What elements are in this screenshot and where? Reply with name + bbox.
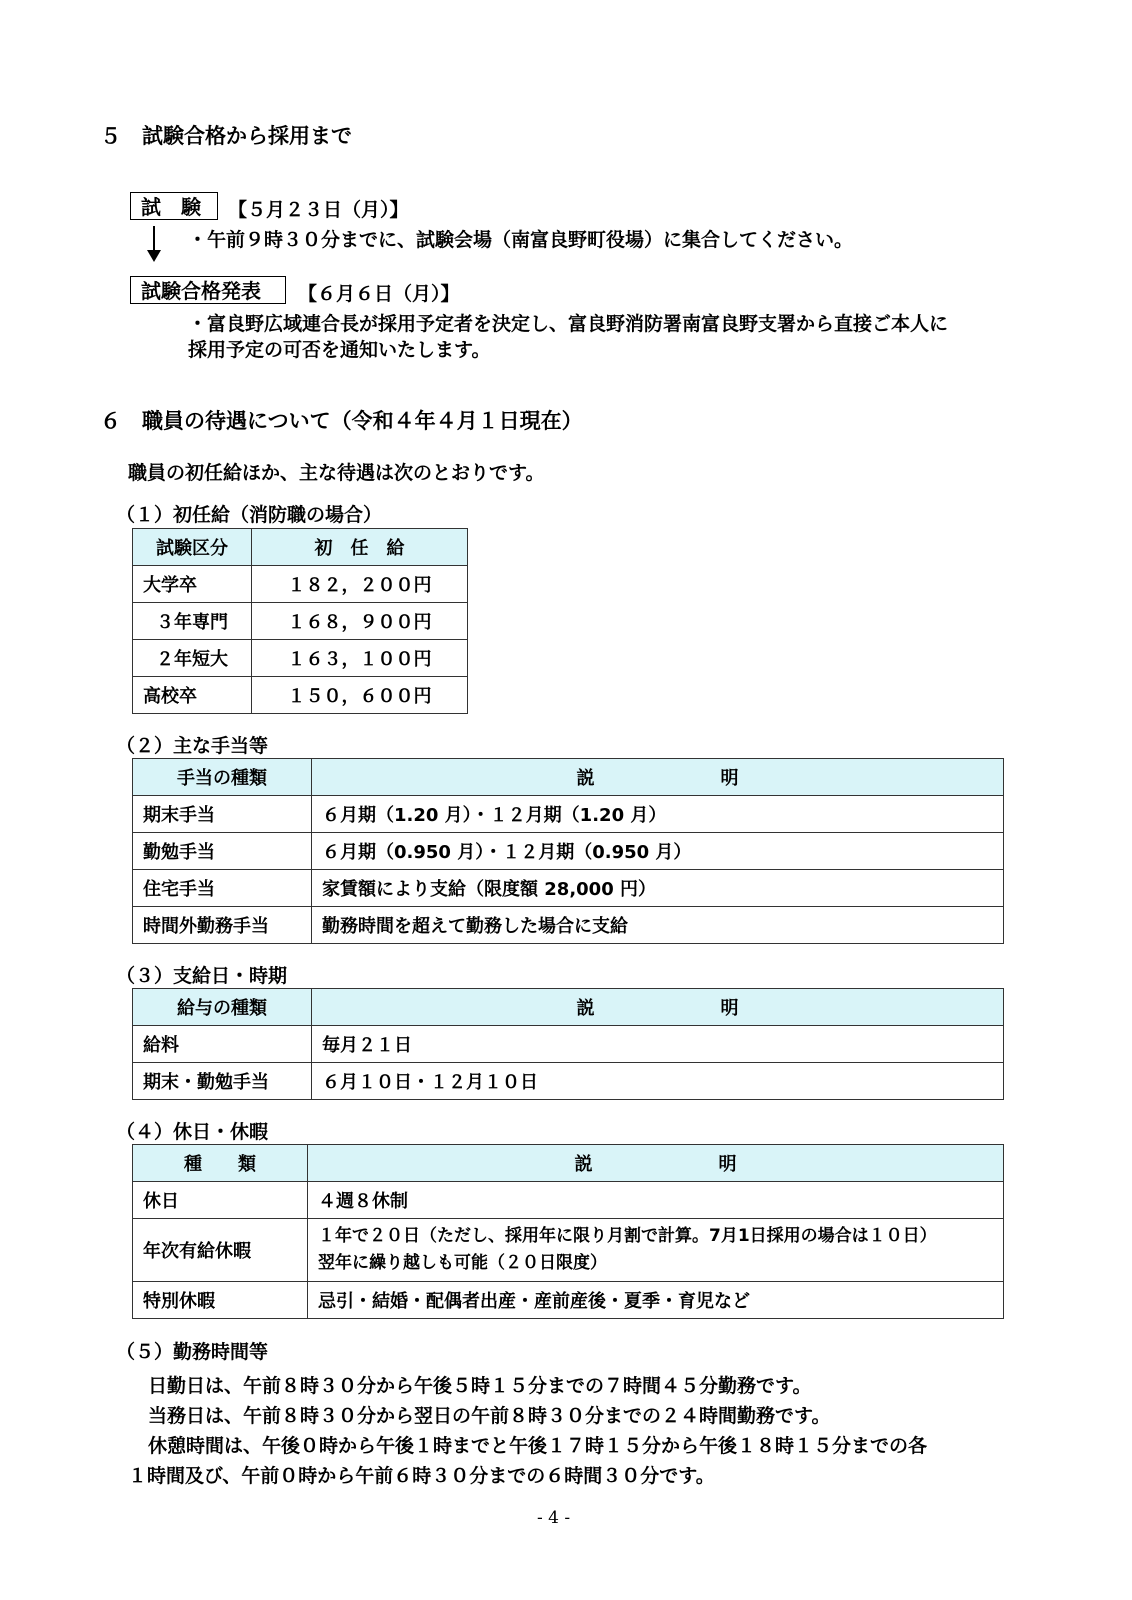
salary-category: 高校卒	[133, 677, 252, 714]
table-row	[133, 833, 1004, 870]
table-row	[133, 640, 468, 677]
payday-type: 期末・勤勉手当	[133, 1063, 312, 1100]
sub3-title: （３）支給日・時期	[116, 965, 288, 987]
exam-date: 【５月２３日（月）】	[228, 199, 409, 221]
table-row	[133, 1219, 1004, 1282]
allowance-type: 時間外勤務手当	[133, 907, 312, 944]
holiday-type: 年次有給休暇	[133, 1219, 308, 1282]
result-date: 【６月６日（月）】	[298, 283, 460, 305]
table-row	[133, 796, 1004, 833]
allowance-desc: 家賃額により支給（限度額 28,000 円）	[312, 870, 1004, 907]
table-row	[133, 566, 468, 603]
allowance-desc: ６月期（1.20 月）・１２月期（1.20 月）	[312, 796, 1004, 833]
paid-leave-line2: 翌年に繰り越しも可能（２０日限度）	[318, 1253, 607, 1273]
salary-amount: １８２，２００円	[252, 566, 468, 603]
allowance-table	[132, 758, 1004, 944]
salary-amount: １５０，６００円	[252, 677, 468, 714]
section-5-heading: ５ 試験合格から採用まで	[100, 124, 352, 148]
holiday-desc	[308, 1219, 1004, 1282]
payday-header-type: 給与の種類	[133, 989, 312, 1026]
salary-table	[132, 528, 468, 714]
holiday-desc: 忌引・結婚・配偶者出産・産前産後・夏季・育児など	[308, 1282, 1004, 1319]
result-note-line2: 採用予定の可否を通知いたします。	[188, 339, 491, 361]
allowance-type: 期末手当	[133, 796, 312, 833]
allowance-desc: ６月期（0.950 月）・１２月期（0.950 月）	[312, 833, 1004, 870]
payday-desc: ６月１０日・１２月１０日	[312, 1063, 1004, 1100]
table-row	[133, 603, 468, 640]
work-hours-line4: １時間及び、午前０時から午前６時３０分までの６時間３０分です。	[128, 1465, 715, 1487]
section-6-intro: 職員の初任給ほか、主な待遇は次のとおりです。	[128, 462, 545, 484]
salary-amount: １６３，１００円	[252, 640, 468, 677]
payday-type: 給料	[133, 1026, 312, 1063]
salary-category: ２年短大	[133, 640, 252, 677]
holiday-header-desc: 説 明	[308, 1145, 1004, 1182]
sub4-title: （４）休日・休暇	[116, 1121, 269, 1143]
result-note-line1: ・富良野広域連合長が採用予定者を決定し、富良野消防署南富良野支署から直接ご本人に	[188, 313, 949, 335]
allowance-desc: 勤務時間を超えて勤務した場合に支給	[312, 907, 1004, 944]
holiday-table	[132, 1144, 1004, 1319]
holiday-header-type: 種 類	[133, 1145, 308, 1182]
table-row	[133, 907, 1004, 944]
payday-header-desc: 説 明	[312, 989, 1004, 1026]
salary-category: 大学卒	[133, 566, 252, 603]
work-hours-line2: 当務日は、午前８時３０分から翌日の午前８時３０分までの２４時間勤務です。	[148, 1405, 831, 1427]
section-6-heading: ６ 職員の待遇について（令和４年４月１日現在）	[100, 409, 583, 433]
table-row	[133, 1182, 1004, 1219]
paid-leave-line1: １年で２０日（ただし、採用年に限り月割で計算。7月1日採用の場合は１０日）	[318, 1226, 937, 1246]
holiday-type: 特別休暇	[133, 1282, 308, 1319]
allowance-header-desc: 説 明	[312, 759, 1004, 796]
holiday-desc: ４週８休制	[308, 1182, 1004, 1219]
table-row	[133, 1026, 1004, 1063]
salary-header-amount: 初 任 給	[252, 529, 468, 566]
payday-desc: 毎月２１日	[312, 1026, 1004, 1063]
sub1-title: （１）初任給（消防職の場合）	[116, 504, 383, 526]
page-number: - 4 -	[537, 1508, 571, 1528]
table-row	[133, 677, 468, 714]
work-hours-line1: 日勤日は、午前８時３０分から午後５時１５分までの７時間４５分勤務です。	[148, 1375, 812, 1397]
allowance-type: 勤勉手当	[133, 833, 312, 870]
arrowhead-icon	[147, 250, 161, 262]
work-hours-line3: 休憩時間は、午後０時から午後１時までと午後１７時１５分から午後１８時１５分までの各	[148, 1435, 928, 1457]
salary-header-category: 試験区分	[133, 529, 252, 566]
table-row	[133, 1063, 1004, 1100]
exam-note: ・午前９時３０分までに、試験会場（南富良野町役場）に集合してください。	[188, 229, 854, 251]
allowance-type: 住宅手当	[133, 870, 312, 907]
sub2-title: （２）主な手当等	[116, 735, 269, 757]
holiday-type: 休日	[133, 1182, 308, 1219]
sub5-title: （５）勤務時間等	[116, 1341, 269, 1363]
table-row	[133, 1282, 1004, 1319]
payday-table	[132, 988, 1004, 1100]
allowance-header-type: 手当の種類	[133, 759, 312, 796]
salary-amount: １６８，９００円	[252, 603, 468, 640]
table-row	[133, 870, 1004, 907]
result-box: 試験合格発表	[130, 276, 286, 304]
exam-box: 試 験	[130, 192, 218, 220]
salary-category: ３年専門	[133, 603, 252, 640]
